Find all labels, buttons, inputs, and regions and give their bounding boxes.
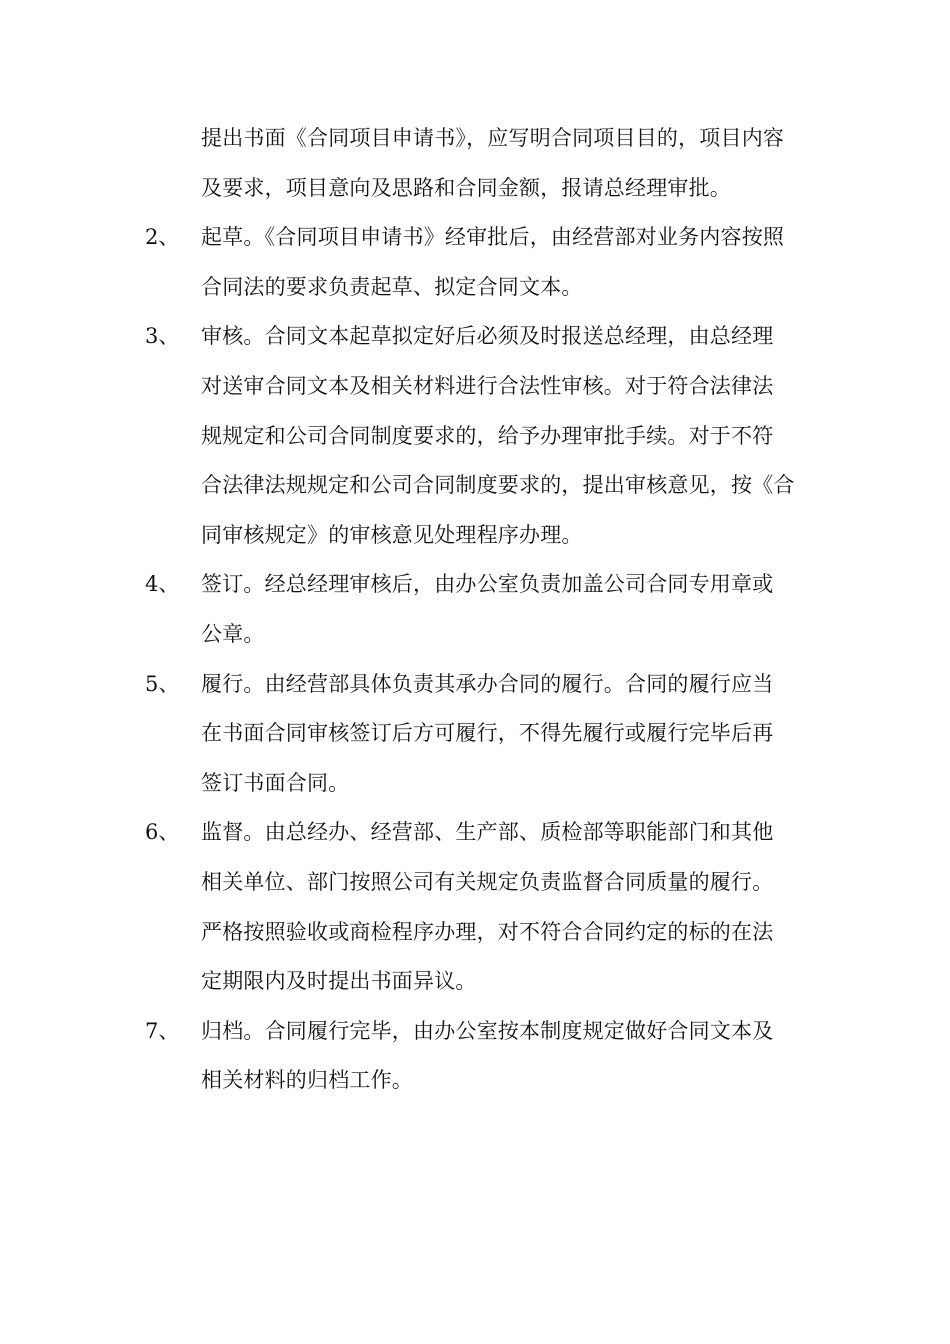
document-line bbox=[0, 1056, 950, 1106]
line-text: 相关单位、部门按照公司有关规定负责监督合同质量的履行。 bbox=[201, 869, 774, 894]
line-text: 对送审合同文本及相关材料进行合法性审核。对于符合法律法 bbox=[201, 373, 774, 398]
document-line bbox=[0, 560, 950, 610]
list-number: 6、 bbox=[145, 820, 180, 845]
line-text: 规规定和公司合同制度要求的，给予办理审批手续。对于不符 bbox=[201, 423, 774, 448]
line-text: 相关材料的归档工作。 bbox=[201, 1068, 413, 1093]
document-line bbox=[0, 114, 950, 164]
line-text: 定期限内及时提出书面异议。 bbox=[201, 969, 477, 994]
line-text: 公章。 bbox=[201, 621, 265, 646]
line-text: 签订书面合同。 bbox=[201, 770, 350, 795]
line-text: 审核。合同文本起草拟定好后必须及时报送总经理，由总经理 bbox=[201, 324, 774, 349]
line-text: 在书面合同审核签订后方可履行，不得先履行或履行完毕后再 bbox=[201, 721, 774, 746]
document-line bbox=[0, 957, 950, 1007]
document-line bbox=[0, 660, 950, 710]
line-text: 归档。合同履行完毕，由办公室按本制度规定做好合同文本及 bbox=[201, 1018, 774, 1043]
document-line bbox=[0, 312, 950, 362]
document-line bbox=[0, 709, 950, 759]
list-number: 2、 bbox=[145, 225, 180, 250]
line-text: 签订。经总经理审核后，由办公室负责加盖公司合同专用章或 bbox=[201, 572, 774, 597]
document-line bbox=[0, 908, 950, 958]
line-text: 提出书面《合同项目申请书》，应写明合同项目目的，项目内容 bbox=[201, 126, 785, 150]
document-line bbox=[0, 511, 950, 561]
document-line bbox=[0, 263, 950, 313]
document-body bbox=[0, 114, 950, 1106]
list-number: 4、 bbox=[145, 572, 180, 597]
document-line bbox=[0, 412, 950, 462]
line-text: 监督。由总经办、经营部、生产部、质检部等职能部门和其他 bbox=[201, 820, 774, 845]
line-text: 合法律法规规定和公司合同制度要求的，提出审核意见，按《合 bbox=[201, 473, 795, 498]
line-text: 履行。由经营部具体负责其承办合同的履行。合同的履行应当 bbox=[201, 671, 774, 696]
line-text: 及要求，项目意向及思路和合同金额，报请总经理审批。 bbox=[201, 175, 731, 200]
list-number: 7、 bbox=[145, 1018, 180, 1043]
document-line bbox=[0, 858, 950, 908]
document-line bbox=[0, 610, 950, 660]
document-line bbox=[0, 1007, 950, 1057]
line-text: 同审核规定》的审核意见处理程序办理。 bbox=[201, 522, 583, 547]
document-line bbox=[0, 213, 950, 263]
list-number: 3、 bbox=[145, 324, 180, 349]
document-line bbox=[0, 164, 950, 214]
line-text: 起草。《合同项目申请书》经审批后，由经营部对业务内容按照 bbox=[201, 225, 785, 250]
line-text: 严格按照验收或商检程序办理，对不符合合同约定的标的在法 bbox=[201, 919, 774, 944]
line-text: 合同法的要求负责起草、拟定合同文本。 bbox=[201, 274, 583, 299]
document-line bbox=[0, 759, 950, 809]
document-line bbox=[0, 808, 950, 858]
document-line bbox=[0, 461, 950, 511]
document-line bbox=[0, 362, 950, 412]
list-number: 5、 bbox=[145, 671, 180, 696]
